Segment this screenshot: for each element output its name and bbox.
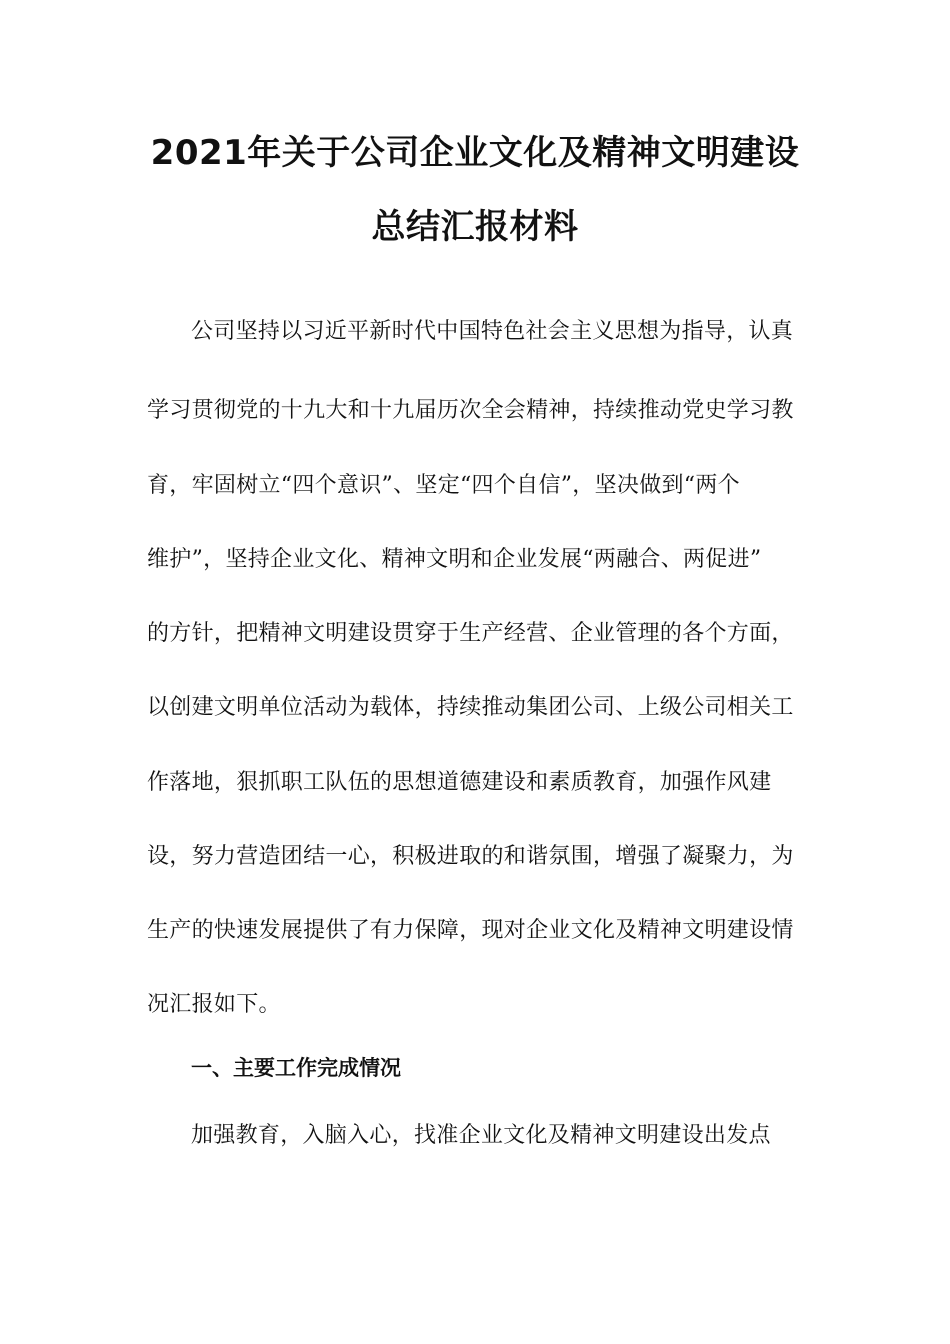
paragraph-line: 以创建文明单位活动为载体，持续推动集团公司、上级公司相关工 [147,695,794,720]
paragraph-line: 学习贯彻党的十九大和十九届历次全会精神，持续推动党史学习教 [147,398,794,423]
paragraph-line: 育，牢固树立“四个意识”、坚定“四个自信”，坚决做到“两个 [147,473,740,498]
document-title-line-1: 2021年关于公司企业文化及精神文明建设 [150,133,800,173]
paragraph-line: 加强教育，入脑入心，找准企业文化及精神文明建设出发点 [191,1123,771,1148]
paragraph-line: 生产的快速发展提供了有力保障，现对企业文化及精神文明建设情 [147,918,794,943]
paragraph-line: 维护”，坚持企业文化、精神文明和企业发展“两融合、两促进” [147,547,762,572]
document-title-line-2: 总结汇报材料 [371,207,579,247]
paragraph-line: 公司坚持以习近平新时代中国特色社会主义思想为指导，认真 [191,319,794,344]
paragraph-line: 况汇报如下。 [147,992,281,1017]
paragraph-line: 设，努力营造团结一心，积极进取的和谐氛围，增强了凝聚力，为 [147,844,794,869]
paragraph-line: 作落地，狠抓职工队伍的思想道德建设和素质教育，加强作风建 [147,770,772,795]
paragraph-line: 的方针，把精神文明建设贯穿于生产经营、企业管理的各个方面， [147,621,794,646]
section-heading: 一、主要工作完成情况 [191,1056,401,1080]
